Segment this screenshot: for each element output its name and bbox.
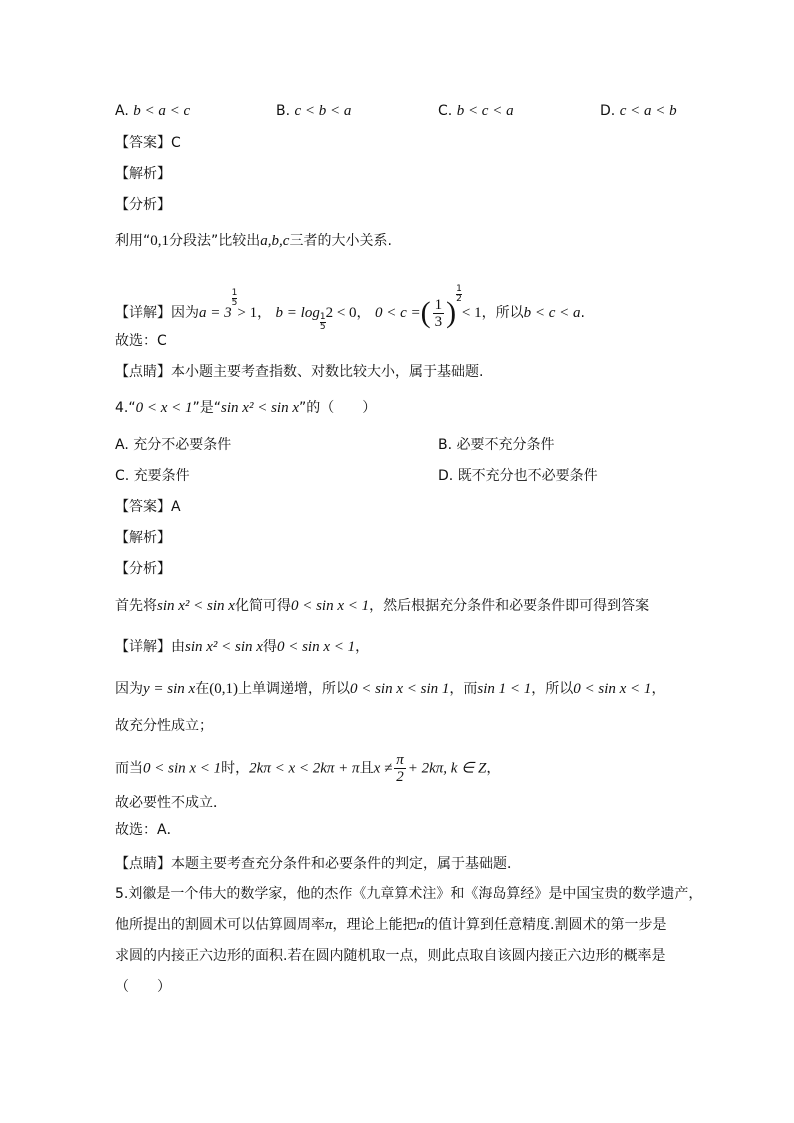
text: 因为	[115, 681, 143, 697]
option-text: 既不充分也不必要条件	[457, 468, 598, 484]
q4-xiangjie-line3: 故充分性成立；	[115, 718, 213, 734]
option-text: 充分不必要条件	[133, 437, 232, 453]
q3-jiexi-tag: 【解析】	[115, 166, 171, 182]
math: sin x² < sin x	[185, 639, 263, 655]
option-text: 充要条件	[133, 468, 190, 484]
num: π	[396, 752, 404, 768]
q4-xiangjie-line4	[115, 752, 500, 785]
math: 0,1	[150, 233, 170, 249]
text: 而当	[115, 760, 143, 777]
math: sin x² < sin x	[221, 400, 299, 416]
math: 0 < sin x < 1	[143, 760, 222, 777]
q4-xiangjie-line2	[115, 679, 665, 699]
math: 0 < c =	[374, 305, 421, 321]
option-math: b < c < a	[456, 103, 514, 119]
text: ，	[486, 760, 501, 777]
q3-fenxi-tag: 【分析】	[115, 197, 171, 213]
math: y = sin x	[143, 681, 196, 697]
c-frac	[433, 297, 445, 330]
text: ，	[355, 639, 370, 655]
dianjing-tag: 【点睛】	[115, 364, 171, 380]
q4-answer	[115, 497, 181, 517]
q4-dianjing	[115, 854, 521, 874]
text: ”是“	[192, 400, 222, 416]
num: 1	[319, 312, 326, 322]
q4-option-b	[438, 435, 555, 455]
text: 时，	[221, 760, 250, 777]
option-math: c < b < a	[294, 103, 352, 119]
math: a,b,c	[260, 233, 290, 249]
option-text: 必要不充分条件	[456, 437, 555, 453]
q4-option-a	[115, 435, 231, 455]
option-letter: C.	[115, 468, 130, 484]
text: 在	[195, 681, 210, 697]
option-letter: A.	[115, 437, 129, 453]
q4-jiexi-tag: 【解析】	[115, 530, 171, 546]
den: 5	[319, 322, 326, 332]
q3-option-d	[600, 101, 677, 121]
xiangjie-tag: 【详解】	[115, 639, 171, 655]
math: 2 < 0	[325, 305, 357, 321]
option-letter: B.	[276, 103, 291, 119]
math: π	[325, 917, 333, 933]
pi-over-2-frac	[394, 752, 406, 785]
text: 因为	[171, 305, 199, 321]
math: sin 1 < 1	[477, 681, 532, 697]
option-letter: D.	[438, 468, 454, 484]
math: (0,1)	[209, 681, 238, 697]
text: 化简可得	[234, 598, 291, 614]
q4-guxuan: 故选：A．	[115, 822, 181, 838]
q4-option-c	[115, 466, 190, 486]
math: b = log	[275, 305, 320, 321]
den: 2	[456, 294, 462, 304]
q4-xiangjie-line1	[115, 637, 369, 657]
option-letter: A.	[115, 103, 129, 119]
math: x ≠	[373, 760, 393, 777]
num: 1	[456, 284, 462, 294]
paren: )	[446, 296, 457, 329]
text: ，所以	[531, 681, 574, 697]
q4-option-d	[438, 466, 598, 486]
q3-option-c	[438, 101, 514, 121]
q3-dianjing	[115, 362, 483, 382]
text: 上单调递增，所以	[237, 681, 350, 697]
q3-guxuan: 故选：C	[115, 333, 167, 349]
dianjing-tag: 【点睛】	[115, 856, 171, 872]
text: 三者的大小关系.	[289, 233, 392, 249]
option-letter: C.	[438, 103, 453, 119]
math: + 2kπ, k ∈ Z	[407, 760, 487, 777]
den: 5	[231, 298, 238, 308]
math: 0 < sin x < sin 1	[349, 681, 450, 697]
paren: (	[420, 296, 431, 329]
num: 1	[231, 288, 238, 298]
text: 由	[171, 639, 185, 655]
text: 他所提出的割圆术可以估算圆周率	[115, 917, 325, 933]
text: ，理论上能把	[332, 917, 417, 933]
math: 0 < sin x < 1	[573, 681, 652, 697]
answer-value: A	[171, 499, 181, 515]
text: 的值计算到任意精度.割圆术的第一步是	[424, 917, 667, 933]
text: 得	[262, 639, 277, 655]
q4-fenxi-tag: 【分析】	[115, 561, 171, 577]
math: > 1	[237, 305, 258, 321]
num: 1	[434, 296, 443, 313]
text: 本题主要考查充分条件和必要条件的判定，属于基础题．	[171, 856, 521, 872]
q3-fenxi-text	[115, 231, 392, 251]
math: 0 < x < 1	[135, 400, 193, 416]
answer-tag: 【答案】	[115, 499, 171, 515]
text: 分段法”比较出	[169, 233, 261, 249]
q3-option-a	[115, 101, 190, 121]
q4-fenxi-text	[115, 596, 649, 616]
math: a = 3	[199, 305, 232, 321]
text: ”的（ ）	[299, 400, 377, 416]
q3-answer	[115, 133, 181, 153]
text: ，	[651, 681, 666, 697]
den: 2	[396, 769, 404, 785]
text: 且	[359, 760, 374, 777]
exp-frac	[456, 285, 462, 304]
text: ，而	[449, 681, 478, 697]
text: 利用“	[115, 233, 151, 249]
text: ，所以	[481, 305, 524, 321]
option-math: b < a < c	[133, 103, 191, 119]
math: 0 < sin x < 1	[290, 598, 370, 614]
math: sin x² < sin x	[157, 598, 235, 614]
answer-value: C	[171, 135, 181, 151]
text: 4.“	[115, 400, 136, 416]
text: 首先将	[115, 598, 157, 614]
math: 0 < sin x < 1	[276, 639, 356, 655]
q3-xiangjie: 【详解】因为a = 3 $\frac{1}{5}$ > 1， b = log $\frac{1}{5}$ 2 < 0， 0 < c =( $\frac{1}{3}$ ) $\frac{1}{2}$ < 1，所以b < c < a.	[115, 284, 585, 332]
xiangjie-tag: 【详解】	[115, 305, 171, 321]
q5-line4: （ ）	[115, 979, 171, 995]
math: 2kπ < x < 2kπ + π	[249, 760, 360, 777]
option-letter: D.	[600, 103, 616, 119]
q4-stem	[115, 398, 376, 418]
option-letter: B.	[438, 437, 453, 453]
answer-tag: 【答案】	[115, 135, 171, 151]
math: b < c < a	[523, 305, 581, 321]
q5-line1: 5.刘徽是一个伟大的数学家，他的杰作《九章算术注》和《海岛算经》是中国宝贵的数学遗产，	[115, 886, 703, 902]
q5-line2	[115, 915, 666, 935]
math: < 1	[461, 305, 482, 321]
text: ，然后根据充分条件和必要条件即可得到答案	[369, 598, 650, 614]
q3-option-b	[276, 101, 351, 121]
option-math: c < a < b	[619, 103, 677, 119]
den: 3	[434, 313, 443, 330]
text: 本小题主要考查指数、对数比较大小，属于基础题.	[171, 364, 484, 380]
q4-xiangjie-line5: 故必要性不成立．	[115, 795, 227, 811]
math: π	[416, 917, 425, 933]
q5-line3: 求圆的内接正六边形的面积.若在圆内随机取一点，则此点取自该圆内接正六边形的概率是	[115, 948, 666, 964]
